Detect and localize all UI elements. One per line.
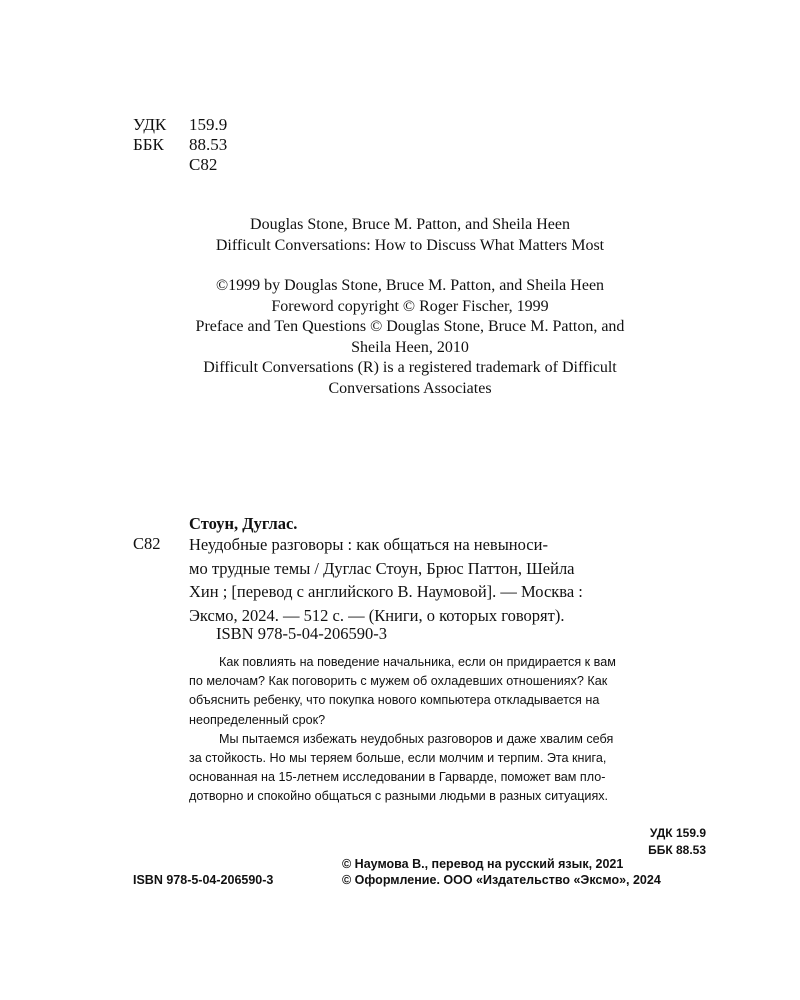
original-edition [100,215,720,256]
udk-row [0,114,400,135]
index-udk: УДК 159.9 [649,826,706,840]
author-mark-row [0,154,400,175]
original-title: Difficult Conversations: How to Discuss What Matters Most [215,236,605,254]
udk-label: УДК [133,115,167,134]
annotation-line: дотворно и спокойно общаться с разными людьми в разных ситуациях. [189,789,609,804]
copyright-line: Preface and Ten Questions © Douglas Stone, Bruce M. Patton, and [195,318,625,335]
index-bbk: ББК 88.53 [648,843,706,857]
bbk-label: ББК [133,135,164,154]
translation-copyright: © Наумова В., перевод на русский язык, 2021 [342,857,624,871]
card-description [189,533,701,627]
footer-isbn: ISBN 978-5-04-206590-3 [133,873,274,887]
annotation-line: за стойкость. Но мы теряем больше, если молчим и терпим. Эта книга, [189,751,607,766]
card-description-line: Неудобные разговоры : как общаться на невыноси- [189,535,548,554]
bbk-value: 88.53 [189,135,228,154]
annotation-line: Как повлиять на поведение начальника, если он придирается к вам [219,655,616,669]
annotation-line: Мы пытаемся избежать неудобных разговоров и даже хвалим себя [219,731,614,746]
bbk-row [0,134,400,155]
original-authors: Douglas Stone, Bruce M. Patton, and Sheila Heen [250,216,570,233]
author-mark: С82 [189,155,218,174]
annotation-line: неопределенный срок? [189,712,326,727]
copyright-line: Difficult Conversations (R) is a registered trademark of Difficult [203,359,617,376]
card-description-line: Хин ; [перевод с английского В. Наумовой]. — Москва : [189,582,583,601]
copyright-line: Foreword copyright © Roger Fischer, 1999 [271,297,549,315]
annotation [189,653,706,807]
copyright-line: Sheila Heen, 2010 [351,338,469,356]
copyright-line: ©1999 by Douglas Stone, Bruce M. Patton, and Sheila Heen [215,277,605,294]
udk-value: 159.9 [189,115,228,134]
annotation-line: по мелочам? Как поговорить с мужем об охладевших отношениях? Как [189,674,608,689]
card-code: С82 [133,534,161,553]
annotation-line: основанная на 15-летнем исследовании в Гарварде, поможет вам пло- [189,770,606,785]
card-isbn: ISBN 978-5-04-206590-3 [216,624,387,643]
card-author-heading: Стоун, Дуглас. [189,514,298,533]
card-description-line: Эксмо, 2024. — 512 с. — (Книги, о которых говорят). [189,605,565,625]
annotation-line: объяснить ребенку, что покупка нового компьютера откладывается на [189,693,600,708]
card-description-line: мо трудные темы / Дуглас Стоун, Брюс Паттон, Шейла [189,558,575,578]
design-copyright: © Оформление. ООО «Издательство «Эксмо», 2024 [342,873,661,887]
copyright-line: Conversations Associates [328,379,492,397]
copyright-notices [100,276,720,399]
